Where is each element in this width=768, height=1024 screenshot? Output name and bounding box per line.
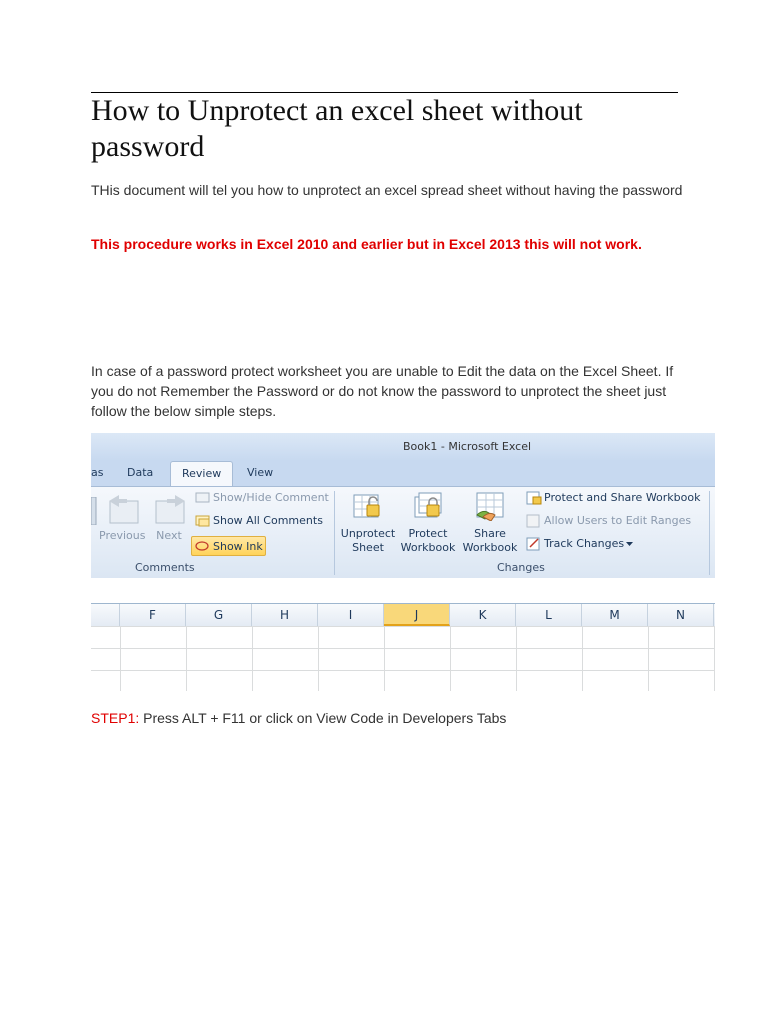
show-hide-comment-icon <box>195 491 211 505</box>
column-header-i[interactable]: I <box>318 604 384 626</box>
warning-note: This procedure works in Excel 2010 and earlier but in Excel 2013 this will not work. <box>91 236 642 252</box>
column-header-m[interactable]: M <box>582 604 648 626</box>
column-header-l[interactable]: L <box>516 604 582 626</box>
column-header-n[interactable]: N <box>648 604 714 626</box>
column-header-row <box>91 603 715 627</box>
show-all-comments-icon <box>195 514 211 528</box>
grid-column-line <box>516 626 517 691</box>
grid-column-line <box>186 626 187 691</box>
step1-paragraph <box>91 708 691 728</box>
intro-paragraph: THis document will tel you how to unprotect an excel spread sheet without having the password <box>91 182 683 198</box>
column-header-partial <box>91 604 120 626</box>
step1-text: Press ALT + F11 or click on View Code in Developers Tabs <box>139 710 507 726</box>
grid-column-line <box>120 626 121 691</box>
partial-button-icon <box>91 497 97 525</box>
column-header-k[interactable]: K <box>450 604 516 626</box>
column-header-f[interactable]: F <box>120 604 186 626</box>
show-ink-button[interactable] <box>191 536 266 556</box>
unprotect-sheet-icon <box>352 491 382 521</box>
context-paragraph: In case of a password protect worksheet you are unable to Edit the data on the Excel Sheet. If you do not Remember the Password or do not know the password to unprotect the sheet just follow the below simple steps. <box>91 363 674 419</box>
excel-title-bar <box>91 433 715 461</box>
share-workbook-button[interactable]: Share Workbook <box>462 527 518 554</box>
comments-group-label: Comments <box>135 561 195 574</box>
column-header-g[interactable]: G <box>186 604 252 626</box>
protect-and-share-workbook-button[interactable]: Protect and Share Workbook <box>544 491 701 504</box>
allow-users-icon <box>526 513 542 529</box>
protect-workbook-icon <box>413 491 443 521</box>
grid-column-line <box>384 626 385 691</box>
group-separator <box>334 491 335 575</box>
ribbon-body <box>91 486 715 579</box>
worksheet-area <box>91 578 715 691</box>
group-separator <box>709 491 710 575</box>
tab-formulas[interactable]: as <box>91 466 104 479</box>
step1-label: STEP1: <box>91 710 140 726</box>
excel-screenshot <box>91 433 715 691</box>
next-button[interactable]: Next <box>156 529 182 542</box>
window-title: Book1 - Microsoft Excel <box>403 440 532 453</box>
grid-column-line <box>582 626 583 691</box>
next-comment-icon <box>153 495 187 525</box>
show-all-comments-button[interactable]: Show All Comments <box>213 514 323 527</box>
previous-comment-icon <box>107 495 141 525</box>
tab-review[interactable]: Review <box>170 461 233 486</box>
grid-row-line <box>91 626 715 627</box>
column-header-j[interactable]: J <box>384 604 450 626</box>
grid-row-line <box>91 670 715 671</box>
track-changes-button[interactable]: Track Changes <box>544 537 625 550</box>
grid-column-line <box>648 626 649 691</box>
grid-column-line <box>714 626 715 691</box>
previous-button[interactable]: Previous <box>99 529 146 542</box>
grid-column-line <box>450 626 451 691</box>
grid-column-line <box>318 626 319 691</box>
protect-workbook-button[interactable]: Protect Workbook <box>400 527 456 554</box>
ribbon-tabs <box>91 461 715 486</box>
show-ink-label: Show Ink <box>213 540 263 553</box>
grid-column-line <box>252 626 253 691</box>
track-changes-icon <box>526 536 542 552</box>
tab-data[interactable]: Data <box>127 466 154 479</box>
column-header-h[interactable]: H <box>252 604 318 626</box>
show-hide-comment-button[interactable]: Show/Hide Comment <box>213 491 329 504</box>
page-title: How to Unprotect an excel sheet without password <box>91 94 583 163</box>
changes-group-label: Changes <box>497 561 545 574</box>
grid-row-line <box>91 648 715 649</box>
tab-view[interactable]: View <box>247 466 274 479</box>
unprotect-sheet-button[interactable]: Unprotect Sheet <box>340 527 396 554</box>
protect-share-icon <box>526 490 542 506</box>
ink-icon <box>195 540 209 552</box>
allow-users-edit-ranges-button[interactable]: Allow Users to Edit Ranges <box>544 514 692 527</box>
chevron-down-icon[interactable] <box>626 542 634 548</box>
share-workbook-icon <box>475 491 505 521</box>
